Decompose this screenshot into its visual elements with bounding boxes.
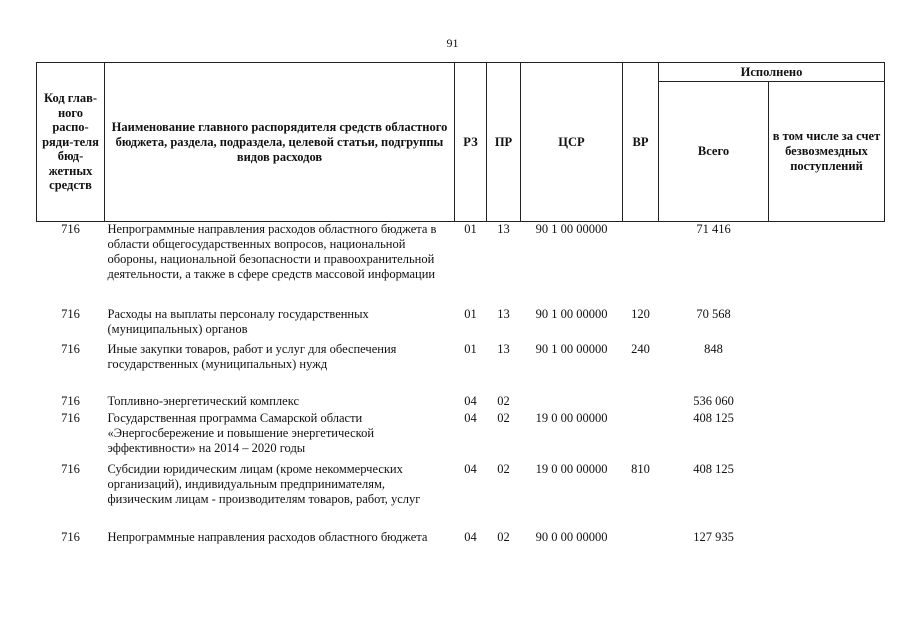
table-row xyxy=(37,462,885,530)
header-rz: РЗ xyxy=(455,63,487,222)
cell-gratuitous xyxy=(769,307,885,342)
cell-csr: 90 1 00 00000 xyxy=(535,341,608,356)
cell-vr xyxy=(623,530,659,564)
cell-pr: 13 xyxy=(497,222,510,236)
cell-csr: 90 1 00 00000 xyxy=(535,222,608,236)
cell-csr: 19 0 00 00000 xyxy=(535,410,608,425)
page-number: 91 xyxy=(446,36,459,50)
header-vr: ВР xyxy=(623,63,659,222)
cell-rz: 04 xyxy=(464,410,477,425)
cell-name: Непрограммные направления расходов областного бюджета в области общегосударственных вопросов, национальной обороны, национальной безопасности и правоохранительной деятельности, а также в сфере средств массовой информации xyxy=(107,222,437,281)
cell-csr xyxy=(521,394,623,411)
cell-pr: 02 xyxy=(497,393,510,408)
header-code: Код глав-ного распо-ряди-теля бюд-жетных средств xyxy=(37,63,105,222)
cell-total: 536 060 xyxy=(693,393,734,408)
table-header xyxy=(37,63,885,222)
cell-code: 716 xyxy=(61,529,80,544)
cell-pr: 13 xyxy=(497,341,510,356)
cell-vr: 120 xyxy=(631,306,650,321)
table-row xyxy=(37,342,885,394)
cell-vr xyxy=(623,222,659,307)
cell-pr: 02 xyxy=(497,529,510,544)
header-csr: ЦСР xyxy=(521,63,623,222)
cell-name: Расходы на выплаты персоналу государственных (муниципальных) органов xyxy=(107,306,369,336)
cell-gratuitous xyxy=(769,530,885,564)
cell-pr: 02 xyxy=(497,410,510,425)
cell-total: 408 125 xyxy=(693,461,734,476)
cell-csr: 19 0 00 00000 xyxy=(535,461,608,476)
cell-code: 716 xyxy=(61,306,80,321)
cell-gratuitous xyxy=(769,342,885,394)
cell-pr: 13 xyxy=(497,306,510,321)
cell-vr: 810 xyxy=(631,461,650,476)
cell-total: 70 568 xyxy=(696,306,731,321)
cell-total: 71 416 xyxy=(696,222,731,236)
cell-rz: 04 xyxy=(464,461,477,476)
header-pr: ПР xyxy=(487,63,521,222)
cell-pr: 02 xyxy=(497,461,510,476)
cell-gratuitous xyxy=(769,411,885,462)
cell-rz: 04 xyxy=(464,529,477,544)
cell-gratuitous xyxy=(769,222,885,307)
cell-csr: 90 0 00 00000 xyxy=(535,529,608,544)
cell-rz: 01 xyxy=(464,222,477,236)
table-row xyxy=(37,222,885,307)
cell-total: 848 xyxy=(704,341,723,356)
cell-gratuitous xyxy=(769,394,885,411)
table-row xyxy=(37,411,885,462)
cell-vr xyxy=(623,411,659,462)
cell-vr xyxy=(623,394,659,411)
cell-csr: 90 1 00 00000 xyxy=(535,306,608,321)
cell-vr: 240 xyxy=(631,341,650,356)
cell-code: 716 xyxy=(61,461,80,476)
cell-rz: 01 xyxy=(464,341,477,356)
cell-total: 127 935 xyxy=(693,529,734,544)
header-total: Всего xyxy=(659,82,769,222)
header-executed: Исполнено xyxy=(659,63,885,82)
cell-gratuitous xyxy=(769,462,885,530)
table-row xyxy=(37,394,885,411)
cell-rz: 01 xyxy=(464,306,477,321)
header-name: Наименование главного распорядителя средств областного бюджета, раздела, подраздела, целевой статьи, подгруппы видов расходов xyxy=(105,63,455,222)
cell-name: Государственная программа Самарской области «Энергосбережение и повышение энергетической эффективности» на 2014 – 2020 годы xyxy=(107,410,375,455)
cell-name: Непрограммные направления расходов областного бюджета xyxy=(107,529,428,544)
cell-name: Иные закупки товаров, работ и услуг для обеспечения государственных (муниципальных) нужд xyxy=(107,341,397,371)
cell-rz: 04 xyxy=(464,393,477,408)
cell-code: 716 xyxy=(61,222,80,236)
cell-name: Субсидии юридическим лицам (кроме некоммерческих организаций), индивидуальным предпринимателям, физическим лицам - производителям товаров, работ, услуг xyxy=(107,461,421,506)
cell-code: 716 xyxy=(61,341,80,356)
header-gratuitous: в том числе за счет безвозмездных поступлений xyxy=(769,82,885,222)
cell-code: 716 xyxy=(61,410,80,425)
cell-name: Топливно-энергетический комплекс xyxy=(107,393,299,408)
cell-total: 408 125 xyxy=(693,410,734,425)
cell-code: 716 xyxy=(61,393,80,408)
table-body xyxy=(37,222,885,564)
table-row xyxy=(37,530,885,564)
table-row xyxy=(37,307,885,342)
budget-table xyxy=(36,62,885,564)
